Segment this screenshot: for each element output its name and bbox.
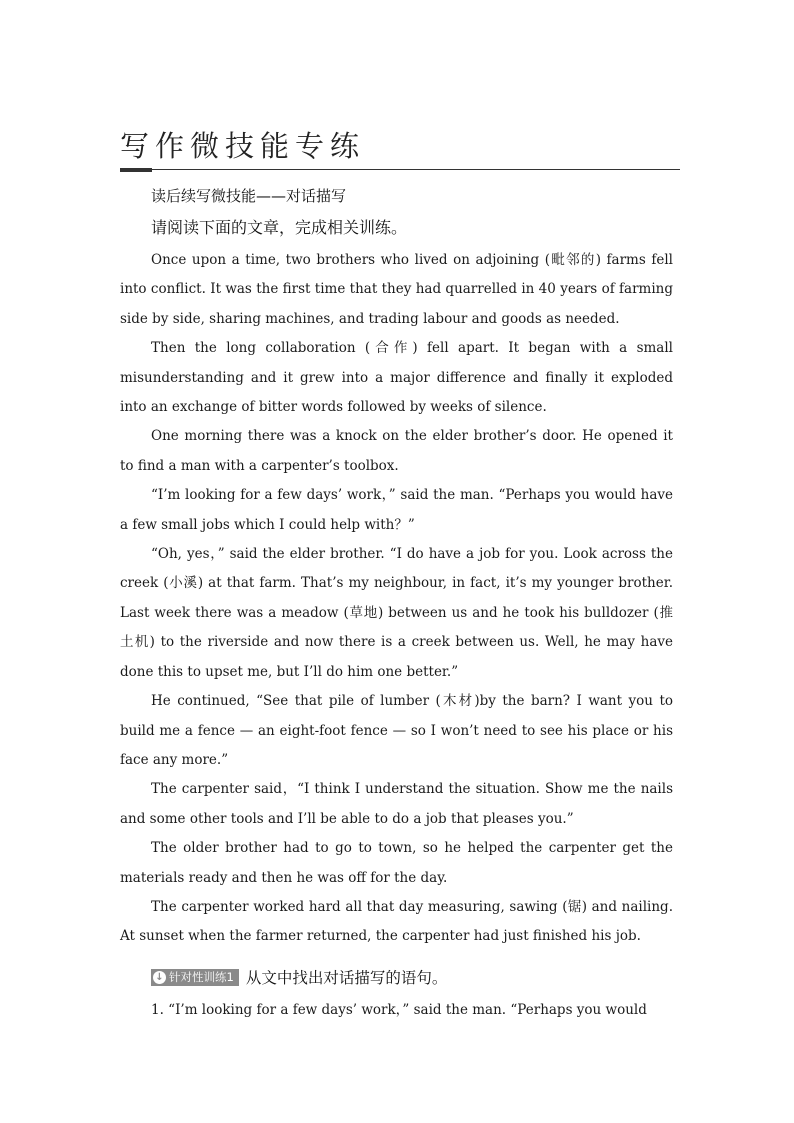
instruction-text: 请阅读下面的文章，完成相关训练。 (151, 218, 408, 237)
answer-item: 1. “I’m looking for a few days’ work，” said the man. “Perhaps you would (151, 1002, 647, 1018)
training-task-text: 从文中找出对话描写的语句。 (245, 969, 448, 987)
title-divider (120, 169, 680, 170)
answer-block (120, 996, 673, 1025)
article-paragraph: Once upon a time, two brothers who lived on adjoining (毗邻的) farms fell into conflict. It was the first time that they had quarrelled in 40 years of farming side by side, sharing machines, and trading labour and goods as needed. (120, 252, 673, 327)
training-task (151, 966, 447, 988)
title-divider-accent (120, 168, 152, 172)
training-badge (151, 969, 239, 986)
section-heading: 读后续写微技能——对话描写 (151, 187, 347, 205)
page-title: 写作微技能专练 (120, 129, 366, 163)
article-body (120, 246, 673, 952)
article-paragraph: He continued, “See that pile of lumber (木材)by the barn? I want you to build me a fence — an eight-foot fence — so I won’t need to see his place or his face any more.” (120, 693, 673, 768)
article-paragraph: The older brother had to go to town, so he helped the carpenter get the materials ready and then he was off for the day. (120, 840, 673, 886)
article-paragraph: “Oh, yes，” said the elder brother. “I do have a job for you. Look across the creek (小溪) at that farm. That’s my neighbour, in fact, it’s my younger brother. Last week there was a meadow (草地) between us and he took his bulldozer (推土机) to the riverside and now there is a creek between us. Well, he may have done this to upset me, but I’ll do him one better.” (120, 546, 673, 680)
article-paragraph: One morning there was a knock on the elder brother’s door. He opened it to find a man with a carpenter’s toolbox. (120, 428, 673, 474)
article-paragraph: Then the long collaboration (合作) fell apart. It began with a small misunderstanding and it grew into a major difference and finally it exploded into an exchange of bitter words followed by weeks of silence. (120, 340, 673, 416)
article-paragraph: “I’m looking for a few days’ work，” said the man. “Perhaps you would have a few small jobs which I could help with？” (120, 487, 673, 533)
article-paragraph: The carpenter said，“I think I understand the situation. Show me the nails and some other tools and I’ll be able to do a job that pleases you.” (120, 781, 673, 827)
download-arrow-icon: ↓ (153, 971, 166, 984)
training-badge-label: 针对性训练1 (169, 970, 234, 984)
article-paragraph: The carpenter worked hard all that day measuring, sawing (锯) and nailing. At sunset when the farmer returned, the carpenter had just finished his job. (120, 898, 673, 945)
